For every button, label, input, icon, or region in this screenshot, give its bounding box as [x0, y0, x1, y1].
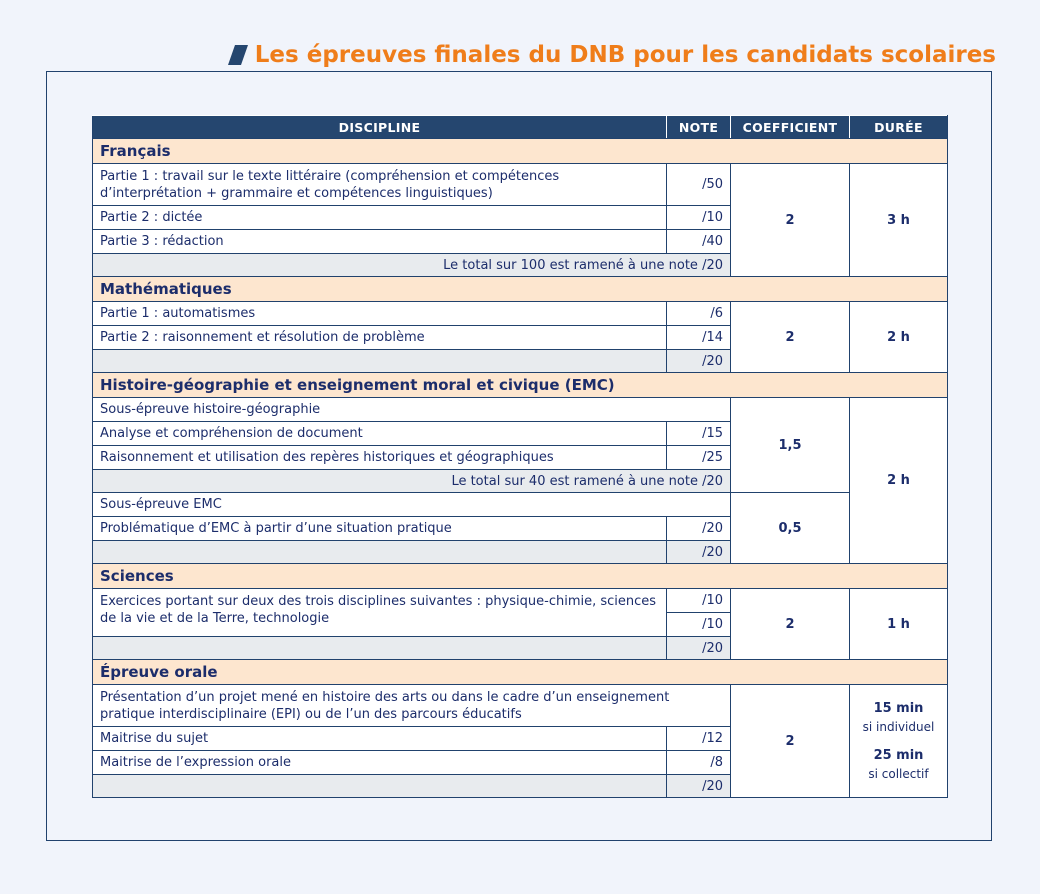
sciences-description: Exercices portant sur deux des trois disciplines suivantes : physique-chimie, sciences de la vie et de la Terre, technologie [93, 589, 667, 637]
section-title-oral: Épreuve orale [93, 660, 948, 685]
histoire-emc-note: /20 [667, 517, 731, 541]
oral-duree-1: 15 min [873, 701, 924, 716]
header-discipline: DISCIPLINE [93, 116, 667, 139]
maths-total-blank [93, 350, 667, 373]
oral-maitrise-sujet: Maitrise du sujet [93, 727, 667, 751]
sciences-duree: 1 h [850, 589, 948, 660]
header-note: NOTE [667, 116, 731, 139]
histoire-coefficient-1: 1,5 [731, 398, 850, 493]
slash-icon [227, 43, 249, 67]
section-row [93, 564, 948, 589]
table-header-row [93, 116, 948, 139]
oral-maitrise-sujet-note: /12 [667, 727, 731, 751]
maths-partie-1-note: /6 [667, 302, 731, 326]
francais-partie-3: Partie 3 : rédaction [93, 230, 667, 254]
oral-duree-cell [850, 685, 948, 798]
francais-partie-2: Partie 2 : dictée [93, 206, 667, 230]
histoire-duree: 2 h [850, 398, 948, 564]
sciences-coefficient: 2 [731, 589, 850, 660]
maths-total: /20 [667, 350, 731, 373]
oral-maitrise-expression-note: /8 [667, 751, 731, 775]
oral-total: /20 [667, 775, 731, 798]
histoire-raisonnement: Raisonnement et utilisation des repères historiques et géographiques [93, 446, 667, 470]
oral-maitrise-expression: Maitrise de l’expression orale [93, 751, 667, 775]
histoire-raisonnement-note: /25 [667, 446, 731, 470]
histoire-sous-epreuve-2: Sous-épreuve EMC [93, 493, 731, 517]
section-title-maths: Mathématiques [93, 277, 948, 302]
francais-total: Le total sur 100 est ramené à une note /20 [93, 254, 731, 277]
table-row [93, 589, 948, 613]
oral-duree-2-sub: si collectif [868, 767, 929, 781]
oral-duree-1-sub: si individuel [862, 720, 935, 734]
histoire-coefficient-2: 0,5 [731, 493, 850, 564]
header-coefficient: COEFFICIENT [731, 116, 850, 139]
table-row [93, 398, 948, 422]
sciences-total: /20 [667, 637, 731, 660]
histoire-analyse: Analyse et compréhension de document [93, 422, 667, 446]
section-row [93, 139, 948, 164]
histoire-analyse-note: /15 [667, 422, 731, 446]
sciences-note-1: /10 [667, 589, 731, 613]
histoire-total-1: Le total sur 40 est ramené à une note /20 [93, 470, 731, 493]
histoire-sous-epreuve-1: Sous-épreuve histoire-géographie [93, 398, 731, 422]
oral-duree-2: 25 min [873, 748, 924, 763]
table-row [93, 493, 948, 517]
section-row [93, 277, 948, 302]
histoire-total-2: /20 [667, 541, 731, 564]
section-title-histoire: Histoire-géographie et enseignement moral et civique (EMC) [93, 373, 948, 398]
oral-total-blank [93, 775, 667, 798]
exam-table [92, 115, 948, 798]
francais-duree: 3 h [850, 164, 948, 277]
francais-partie-1: Partie 1 : travail sur le texte littéraire (compréhension et compétences d’interprétation + grammaire et compétences linguistiques) [93, 164, 667, 206]
francais-partie-1-note: /50 [667, 164, 731, 206]
sciences-total-blank [93, 637, 667, 660]
section-row [93, 660, 948, 685]
francais-partie-2-note: /10 [667, 206, 731, 230]
section-row [93, 373, 948, 398]
maths-partie-2-note: /14 [667, 326, 731, 350]
sciences-note-2: /10 [667, 613, 731, 637]
maths-partie-1: Partie 1 : automatismes [93, 302, 667, 326]
page-title: Les épreuves finales du DNB pour les candidats scolaires [254, 42, 996, 68]
table-row [93, 164, 948, 206]
maths-coefficient: 2 [731, 302, 850, 373]
histoire-total-2-blank [93, 541, 667, 564]
table-row [93, 302, 948, 326]
oral-description: Présentation d’un projet mené en histoire des arts ou dans le cadre d’un enseignement pratique interdisciplinaire (EPI) ou de l’un des parcours éducatifs [93, 685, 731, 727]
section-title-francais: Français [93, 139, 948, 164]
francais-partie-3-note: /40 [667, 230, 731, 254]
maths-duree: 2 h [850, 302, 948, 373]
maths-partie-2: Partie 2 : raisonnement et résolution de problème [93, 326, 667, 350]
table-row [93, 685, 948, 727]
header-duree: DURÉE [850, 116, 948, 139]
histoire-emc: Problématique d’EMC à partir d’une situation pratique [93, 517, 667, 541]
francais-coefficient: 2 [731, 164, 850, 277]
title-bar [227, 42, 996, 68]
oral-coefficient: 2 [731, 685, 850, 798]
section-title-sciences: Sciences [93, 564, 948, 589]
